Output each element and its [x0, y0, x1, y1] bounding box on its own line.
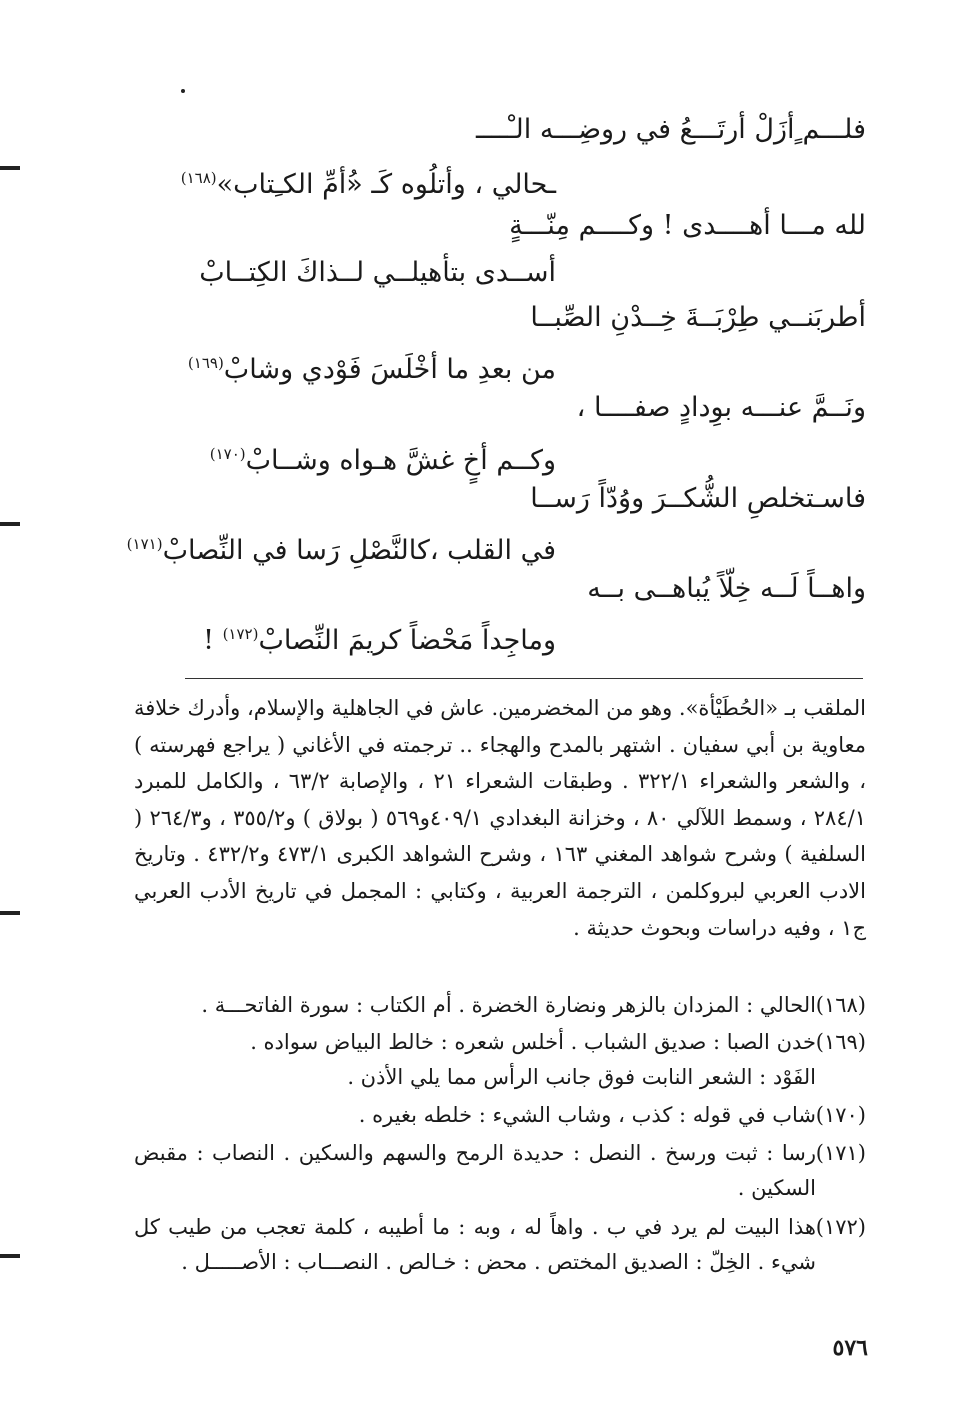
- footnote-continuation: الملقب بـ «الحُطَيْأة». وهو من المخضرمين. عاش في الجاهلية والإسلام، وأدرك خلافة معاوية بن أبي سفيان . اشتهر بالمدح والهجاء .. ترجمته في الأغاني ( يراجع فهرسته ) ، والشعر والشعراء ٣٢٢/١ . وطبقات الشعراء ٢١ ، والإصابة ٦٣/٢ ، والكامل للمبرد ٢٨٤/١ ، وسمط اللآلي ٨٠ ، وخزانة البغدادي ٤٠٩/١و٥٦٩ ( بولاق ) و٣٥٥/٢ ، و٢٦٤/٣ ( السلفية ) وشرح شواهد المغني ١٦٣ ، وشرح الشواهد الكبرى ٤٧٣/١ و٤٣٢/٢ . وتاريخ الادب العربي لبروكلمن ، الترجمة العربية ، وكتابي : المجمل في تاريخ الأدب العربي ج١ ، وفيه دراسات وبحوث حديثة .: [134, 696, 866, 940]
- verse-line: وكــم أخٍ غشَّ هـواه وشــابْ$^{(١٧٠)}$: [209, 445, 556, 476]
- verse-line: ـحالي ، وأتلُوه كَـ «ُأمِّ الكـِتاب»$^{(١٦٨)}$: [180, 169, 556, 200]
- page-number: ٥٧٦: [832, 1335, 868, 1361]
- footnote-ref: (١٦٩): [187, 354, 224, 372]
- footnote-169: (١٦٩) خدن الصبا : صديق الشباب . أخلس شعره : خالط البياض سواده . الفَوْد : الشعر النابت فوق جانب الرأس مما يلي الأذن .: [134, 1025, 816, 1095]
- page-edge-mark: [0, 1254, 20, 1258]
- page-edge-mark: [0, 522, 20, 526]
- verse-line: من بعدِ ما أخْلَسَ فَوْدي وشابْ$^{(١٦٩)}$: [187, 354, 556, 385]
- ink-dot: [181, 89, 185, 93]
- verse-line: لله مـــا أهــــدى ! وكــــم مِنّـــةٍ: [509, 210, 866, 241]
- footnote-170: (١٧٠) شاب في قوله : كذب ، وشاب الشيء : خلطه بغيره .: [134, 1098, 816, 1133]
- page-edge-mark: [0, 911, 20, 915]
- footnote-number: (١٦٩): [815, 1030, 866, 1054]
- footnote-number: (١٧٠): [815, 1103, 866, 1127]
- verse-line: في القلب ،كالنَّصْلِ رَسا في النِّصابْ$^{(١٧١)}$: [126, 535, 556, 566]
- footnote-number: (١٧١): [815, 1141, 866, 1165]
- verse-line: فلـــم ٍأزَلْ أرتَـــعُ في روضِـــه الـْــــ: [476, 114, 866, 145]
- verse-line: واهــاً لَــه خِلّاً يُباهــى بــه: [587, 573, 866, 604]
- footnote-172: (١٧٢) هذا البيت لم يرد في ب . واهاً له ، وبه : ما أطيبه ، كلمة تعجب من طيب كل شيء . الخِلّ : الصديق المختص . محض : خـالص . النصـــاب : الأصـــــل .: [134, 1210, 816, 1280]
- verse-line: فاسـتخلصِ الشُّكــرَ ووُدّاً رَســا: [530, 483, 866, 514]
- footnote-ref: (١٧١): [126, 535, 163, 553]
- page-edge-mark: [0, 166, 20, 170]
- footnote-ref: (١٧٠): [209, 445, 246, 463]
- footnote-number: (١٦٨): [815, 993, 866, 1017]
- verse-line: ونَــمَّ عنـــه بوِدادٍ صفــــا ،: [576, 392, 866, 423]
- footnote-separator: [185, 678, 863, 679]
- footnote-168: (١٦٨) الحالي : المزدان بالزهر ونضارة الخضرة . أم الكتاب : سورة الفاتحـــة .: [134, 988, 816, 1023]
- footnote-ref: (١٦٨): [180, 169, 217, 187]
- verse-line: وماجِداً مَحْضاً كريمَ النِّصابْ$^{(١٧٢)}$ !: [203, 625, 556, 656]
- verse-line: أســدى بتأهيلــي لــذاكَ الكِتــابْ: [199, 257, 556, 288]
- verse-line: أطربَنــي طِرْبَــةَ خِــدْنِ الصِّبــا: [530, 302, 866, 333]
- footnote-171: (١٧١) رسا : ثبت ورسخ . النصل : حديدة الرمح والسهم والسكين . النصاب : مقبض السكين .: [134, 1136, 816, 1206]
- footnote-ref: (١٧٢): [222, 625, 259, 643]
- footnote-number: (١٧٢): [815, 1215, 866, 1239]
